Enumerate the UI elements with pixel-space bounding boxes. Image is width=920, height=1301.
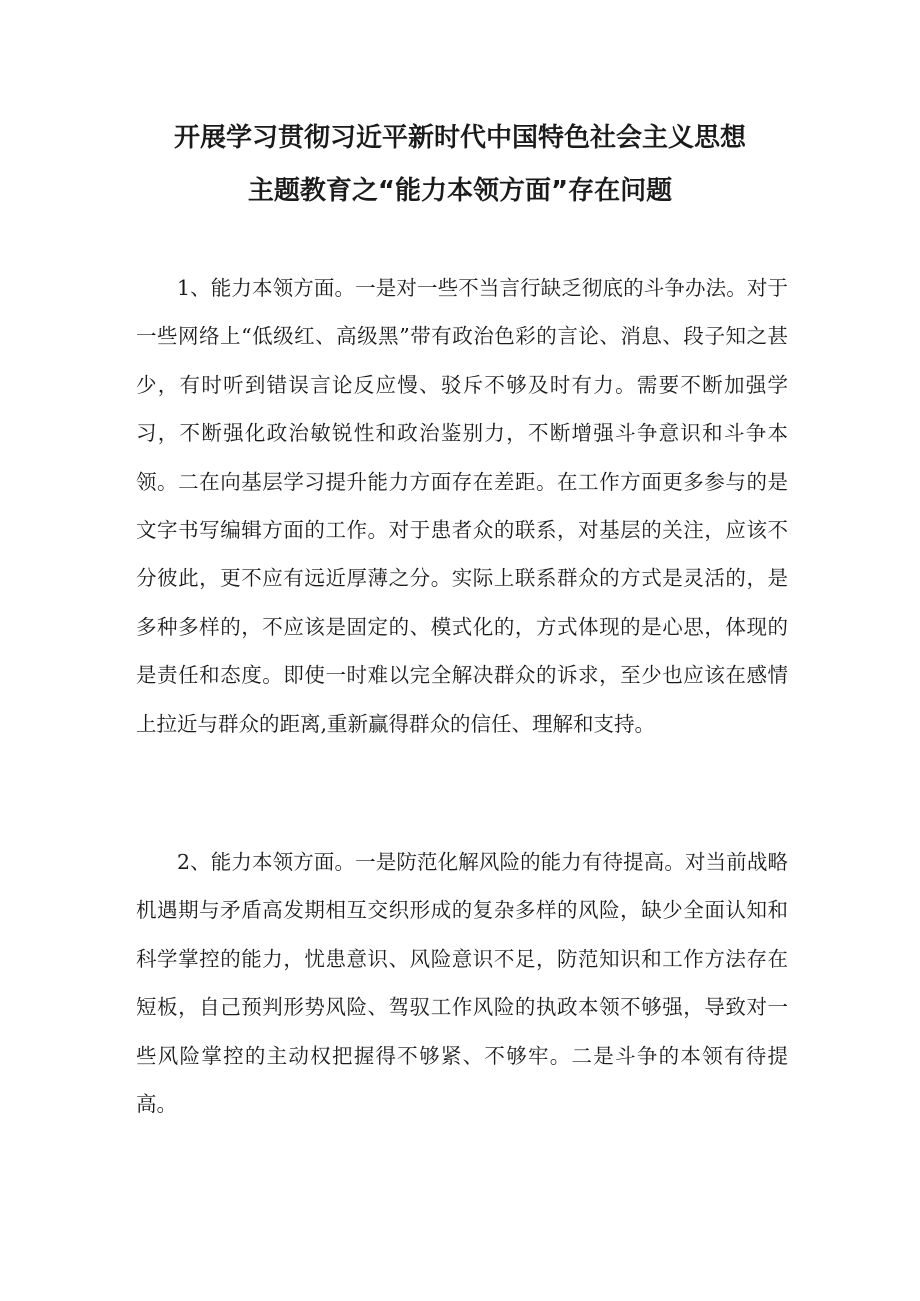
title-line-1: 开展学习贯彻习近平新时代中国特色社会主义思想 [173, 123, 746, 153]
paragraph-2: 2、能力本领方面。一是防范化解风险的能力有待提高。对当前战略机遇期与矛盾高发期相互交织形成的复杂多样的风险，缺少全面认知和科学掌控的能力，忧患意识、风险意识不足，防范知识和工作方法存在短板，自己预判形势风险、驾驭工作风险的执政本领不够强，导致对一些风险掌控的主动权把握得不够紧、不够牢。二是斗争的本领有待提高。 [136, 850, 788, 1117]
document-title [0, 112, 920, 218]
title-line-2: 主题教育之“能力本领方面”存在问题 [247, 176, 673, 206]
paragraph-1: 1、能力本领方面。一是对一些不当言行缺乏彻底的斗争办法。对于一些网络上“低级红、高级黑”带有政治色彩的言论、消息、段子知之甚少，有时听到错误言论反应慢、驳斥不够及时有力。需要不断加强学习，不断强化政治敏锐性和政治鉴别力，不断增强斗争意识和斗争本领。二在向基层学习提升能力方面存在差距。在工作方面更多参与的是文字书写编辑方面的工作。对于患者众的联系，对基层的关注，应该不分彼此，更不应有远近厚薄之分。实际上联系群众的方式是灵活的，是多种多样的，不应该是固定的、模式化的，方式体现的是心思，体现的是责任和态度。即使一时难以完全解决群众的诉求，至少也应该在感情上拉近与群众的距离,重新赢得群众的信任、理解和支持。 [136, 276, 788, 736]
